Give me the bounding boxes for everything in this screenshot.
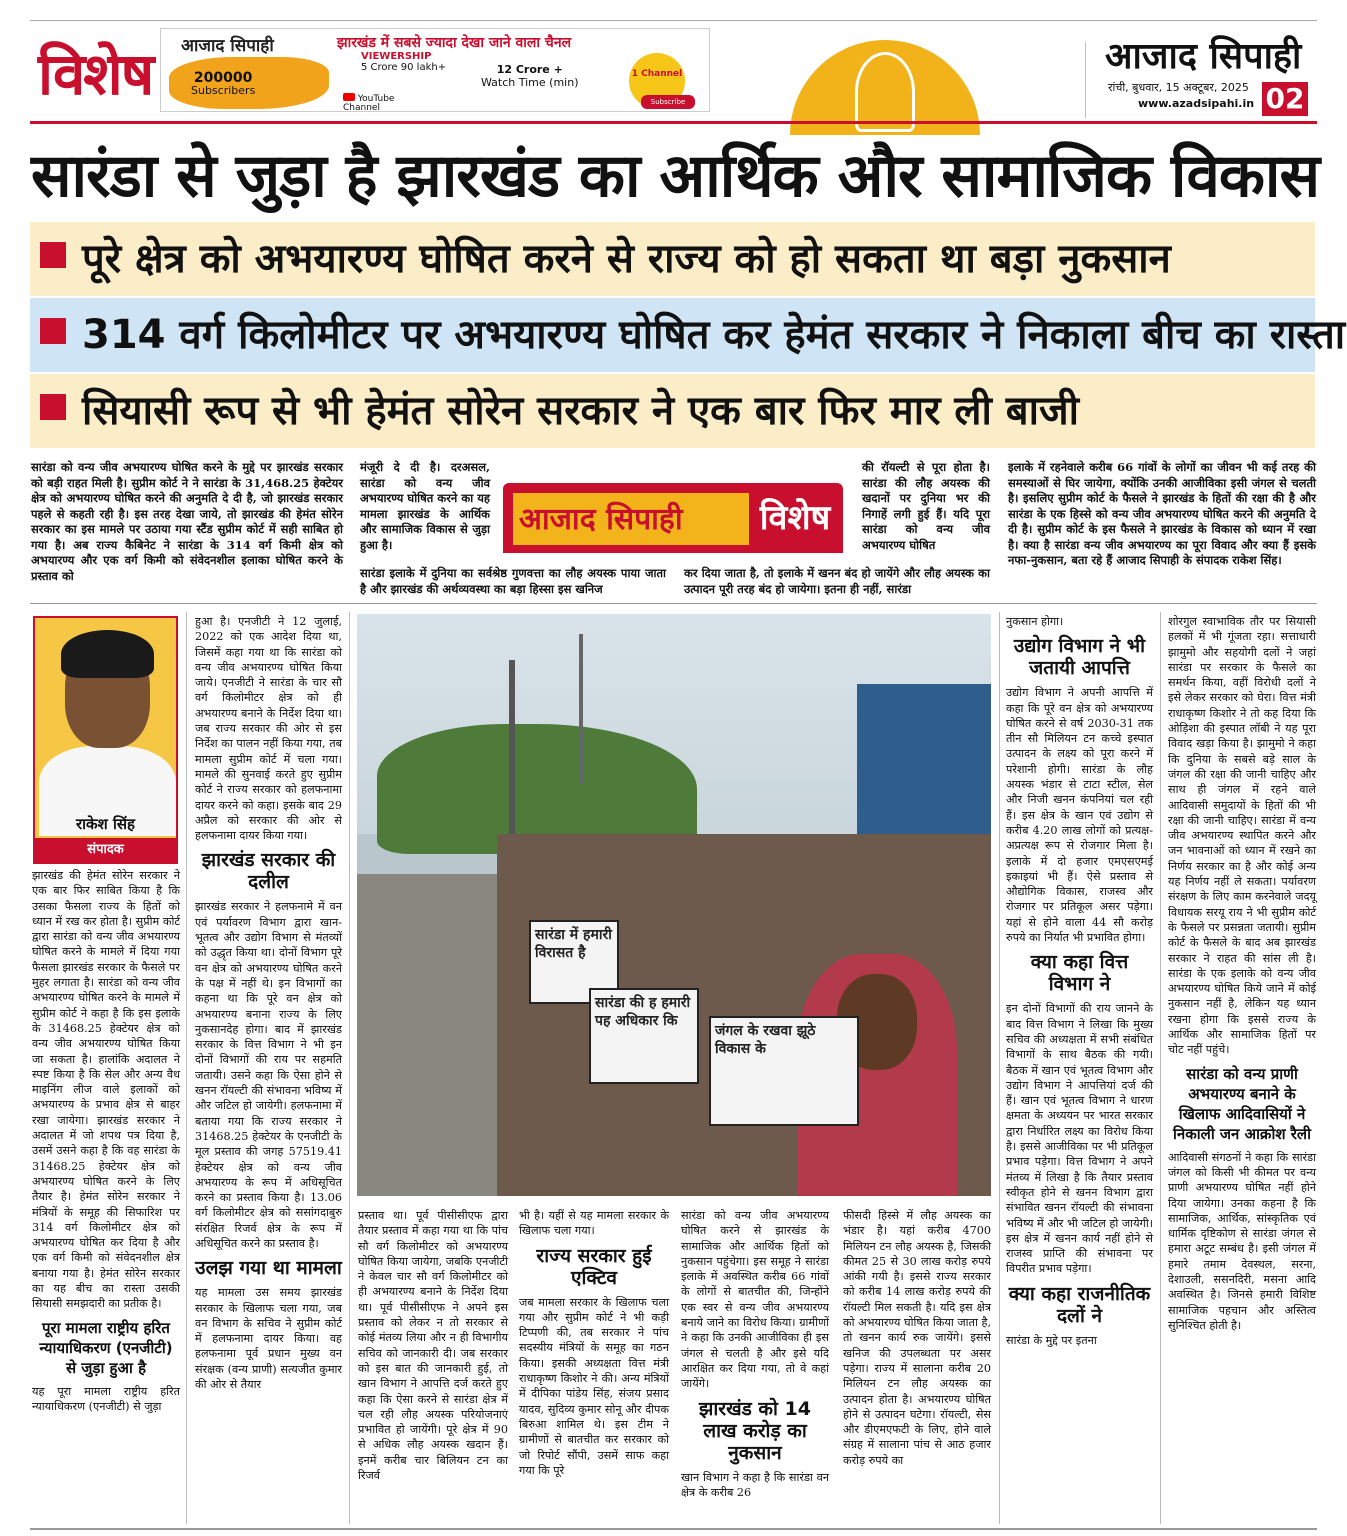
- deck-2: 314 वर्ग किलोमीटर पर अभयारण्य घोषित कर हेमंत सरकार ने निकाला बीच का रास्ता: [30, 298, 1315, 372]
- col7-body-4: सारंडा के मुद्दे पर इतना: [1006, 1333, 1097, 1347]
- col2-subhead-1: झारखंड सरकार की दलील: [201, 849, 336, 894]
- channel-badge-text: 1 Channel: [631, 69, 683, 79]
- col4-body-2: जब मामला सरकार के खिलाफ चला गया और सुप्रीम कोर्ट ने भी कड़ी टिप्पणी की, तब सरकार ने पांच सदस्यीय मंत्रियों के समूह का गठन किया। इसकी अध्यक्षता वित्त मंत्री राधाकृष्ण किशोर ने की। अन्य मंत्रियों में दीपिका पांडेय सिंह, संजय प्रसाद यादव, सुदिव्य कुमार सोनू और दीपक बिरुआ शामिल थे। इस टीम ने ग्रामीणों से बातचीत कर सरकार को जो रिपोर्ट सौंपी, उसमें साफ कहा गया कि पूरे: [519, 1295, 669, 1477]
- ad-subscribers: [191, 71, 255, 96]
- intro-col-1: सारंडा को वन्य जीव अभयारण्य घोषित करने के मुद्दे पर झारखंड सरकार को बड़ी राहत मिली है। सुप्रीम कोर्ट ने ने सारंडा के 31,468.25 हेक्टेयर क्षेत्र को अभयारण्य घोषित करने की अनुमति दे दी है, जो झारखंड सरकार पहले से कहती रही है। इस तरह देखा जाये, तो झारखंड की हेमंत सोरेन सरकार का इस मामले पर उठाया गया स्टैंड सुप्रीम कोर्ट में सही साबित हो गया है। अब राज्य कैबिनेट ने सारंडा के 314 वर्ग किमी क्षेत्र को अभयारण्य और एक वर्ग किमी को संवेदनशील इलाका घोषित करने के प्रस्ताव को: [31, 460, 343, 583]
- author-portrait: [33, 616, 178, 864]
- col2-body-3: यह मामला उस समय झारखंड सरकार के खिलाफ चला गया, जब वन विभाग के सचिव ने सुप्रीम कोर्ट में हलफनामा दायर किया। वह हलफनामा पूर्व प्रधान मुख्य वन संरक्षक (वन्य प्राणी) सत्यजीत कुमार की ओर से तैयार: [195, 1286, 342, 1392]
- youtube-text: YouTube: [357, 94, 395, 104]
- ad-brand: आजाद सिपाही: [181, 36, 274, 56]
- col7-subhead-3: क्या कहा राजनीतिक दलों ने: [1008, 1282, 1151, 1327]
- col7-subhead-2: क्या कहा वित्त विभाग ने: [1030, 951, 1129, 996]
- protest-sign-1: सारंडा में हमारी विरासत है: [529, 920, 619, 1004]
- deck-1: पूरे क्षेत्र को अभयारण्य घोषित करने से राज्य को हो सकता था बड़ा नुकसान: [30, 222, 1315, 296]
- col8-subhead: सारंडा को वन्य प्राणी अभयारण्य बनाने के खिलाफ आदिवासियों ने निकाली जन आक्रोश रैली: [1173, 1064, 1311, 1143]
- col2-body: हुआ है। एनजीटी ने 12 जुलाई, 2022 को एक आदेश दिया था, जिसमें कहा गया था कि सारंडा को वन्य जीव अभयारण्य घोषित किया जाये। एनजीटी ने सारंडा के चार सौ वर्ग किलोमीटर क्षेत्र को ही अभयारण्य बनाने के निर्देश दिया था। जब राज्य सरकार की ओर से इस निर्देश का पालन नहीं किया गया, तब मामला सुप्रीम कोर्ट में चला गया। मामले की सुनवाई करते हुए सुप्रीम कोर्ट ने राज्य सरकार को हलफनामा दायर करने को कहा। इसके बाद 29 अप्रैल को सरकार की ओर से हलफनामा दायर किया गया।: [195, 615, 342, 843]
- bottom-rule: [30, 1528, 1317, 1530]
- ad-viewership-label: VIEWERSHIP: [361, 51, 432, 62]
- subscribe-now-button[interactable]: Subscribe NOW: [641, 95, 695, 109]
- col-rule: [1160, 612, 1161, 1524]
- page-number: 02: [1262, 82, 1308, 116]
- col3-body: प्रस्ताव था। पूर्व पीसीसीएफ द्वारा तैयार प्रस्ताव में कहा गया था कि पांच सौ वर्ग किलोमीटर को अभयारण्य घोषित किया जायेगा, जबकि एनजीटी ने केवल चार सौ वर्ग किलोमीटर को ही अभयारण्य बनाने के निर्देश दिया था। पूर्व पीसीसीएफ ने अपने इस प्रस्ताव को लेकर न तो सरकार से कोई मंतव्य लिया और न ही विभागीय सचिव को जानकारी दी। जब सरकार को इस बात की जानकारी हुई, तो खान विभाग ने आपत्ति दर्ज करते हुए कहा कि ऐसा करने से सारंडा क्षेत्र में चल रही लौह अयस्क परियोजनाएं प्रभावित हो जायेंगी। पूरे क्षेत्र में 90 से अधिक लौह अयस्क खदान हैं। इनमें करीब चार बिलियन टन का रिजर्व: [358, 1209, 508, 1483]
- column-7: [1006, 614, 1153, 1348]
- dateline: रांची, बुधवार, 15 अक्टूबर, 2025: [1108, 81, 1249, 94]
- author-name: राकेश सिंह: [76, 815, 135, 833]
- col5-body: सारंडा को वन्य जीव अभयारण्य घोषित करने से झारखंड के सामाजिक और आर्थिक हितों को नुकसान पहुंचेगा। इस समूह ने सारंडा इलाके में अवस्थित करीब 66 गांवों के लोगों से बातचीत की, जिन्होंने एक स्वर से वन्य जीव अभयारण्य बनाये जाने का विरोध किया। ग्रामीणों ने कहा कि उनकी आजीविका ही इस जंगल से चलती है और इसे यदि आरक्षित कर दिया गया, तो वे कहां जायेंगे।: [681, 1209, 829, 1391]
- newspaper-name: आजाद सिपाही: [1105, 36, 1302, 77]
- deck-3: सियासी रूप से भी हेमंत सोरेन सरकार ने एक बार फिर मार ली बाजी: [30, 374, 1315, 448]
- top-rule: [30, 20, 1317, 21]
- col7-body-3: इन दोनों विभागों की राय जानने के बाद वित्त विभाग ने लिखा कि मुख्य सचिव की अध्यक्षता में सभी संबंधित विभागों के साथ बैठक की गयी। बैठक में खान एवं भूतत्व विभाग और उद्योग विभाग ने आपत्तियां दर्ज की हैं। खान एवं भूतत्व विभाग ने धारण क्षमता के अध्ययन पर भारत सरकार द्वारा निर्धारित लक्ष्य का विरोध किया है। इससे आजीविका पर भी प्रतिकूल प्रभाव पड़ेगा। वित्त विभाग ने अपने मंतव्य में लिखा है कि तैयार प्रस्ताव स्वीकृत होने से खनन विभाग द्वारा संभावित खनन रॉयल्टी की संभावना भविष्य में और भी जटिल हो जायेगी। इस क्षेत्र में खनन कार्य नहीं होने से राजस्व प्राप्ति की संभावना पर विपरीत प्रभाव पड़ेगा।: [1006, 1002, 1153, 1276]
- column-4: [519, 1208, 669, 1478]
- col1-subhead: पूरा मामला राष्ट्रीय हरित न्यायाधिकरण (एनजीटी) से जुड़ा हुआ है: [39, 1318, 173, 1377]
- azad-sipahi-vishesh-badge: [503, 483, 843, 553]
- headline: सारंडा से जुड़ा है झारखंड का आर्थिक और सामाजिक विकास: [30, 141, 1320, 211]
- youtube-label: [343, 93, 394, 113]
- intro-col-4-text: इलाके में रहनेवाले करीब 66 गांवों के लोगों का जीवन भी कई तरह की समस्याओं से घिर जायेगा, क्योंकि उनकी आजीविका इसी जंगल से चलती है। इसलिए सुप्रीम कोर्ट के फैसले ने झारखंड के हितों की रक्षा की है और सारंडा के एक हिस्से को वन्य जीव अभयारण्य घोषित करने की अनुमति दे दी है। सुप्रीम कोर्ट के इस फैसले ने झारखंड के विकास को ध्यान में रखा है। क्या है सारंडा वन्य जीव अभयारण्य का पूरा विवाद और क्या हैं इसके नफा-नुकसान, बता रहे हैं: [1008, 460, 1316, 567]
- col2-subhead-2: उलझ गया था मामला: [195, 1257, 342, 1280]
- intro-col-4-byline: आजाद सिपाही के संपादक राकेश सिंह।: [1116, 553, 1282, 567]
- badge-right-text: विशेष: [749, 491, 841, 545]
- intro-rule: [30, 603, 1317, 604]
- intro-col-3b: कर दिया जाता है, तो इलाके में खनन बंद हो जायेंगे और लौह अयस्क का उत्पादन पूरी तरह बंद हो जायेगा। इतना ही नहीं, सारंडा: [684, 566, 990, 596]
- col8-body: शोरगुल स्वाभाविक तौर पर सियासी हलकों में भी गूंजता रहा। सत्ताधारी झामुमो और सहयोगी दलों ने जहां सारंडा पर सरकार के फैसले का समर्थन किया, वहीं विरोधी दलों ने इसे लेकर सरकार को घेरा। वित्त मंत्री राधाकृष्ण किशोर ने तो कह दिया कि ओड़िशा की इस्पात लॉबी ने यह पूरा विवाद खड़ा किया है। झामुमो ने कहा कि दुनिया के सबसे बड़े साल के जंगल की रक्षा की जानी चाहिए और साथ ही जंगल में रहने वाले आदिवासी समुदायों के हितों की भी रक्षा की जानी चाहिए। सारंडा में वन्य जीव अभयारण्य स्थापित करने और जन भावनाओं को ध्यान में रखने का निर्णय सरकार का है और कोई अन्य यह निर्णय नहीं ले सकता। पर्यावरण संरक्षण के लिए काम करनेवाले जदयू विधायक सरयू राय ने भी सुप्रीम कोर्ट के फैसले पर प्रसन्नता जतायी। सुप्रीम कोर्ट के फैसले के बाद अब झारखंड सरकार ने राहत की सांस ली है। सारंडा के एक इलाके को वन्य जीव अभयारण्य घोषित किये जाने में कोई नुकसान नहीं है, लेकिन यह ध्यान रखना होगा कि इससे राज्य के आर्थिक और सामाजिक हितों पर चोट नहीं पहुंचे।: [1168, 615, 1316, 1057]
- col1-body: झारखंड की हेमंत सोरेन सरकार ने एक बार फिर साबित किया है कि उसका फैसला राज्य के हितों को ध्यान में रख कर होता है। सुप्रीम कोर्ट द्वारा सारंडा को वन्य जीव अभयारण्य घोषित करने के मामले में दिया गया फैसला झारखंड सरकार के फैसले पर मुहर लगाता है। सारंडा को वन्य जीव अभयारण्य घोषित करने के मामले में सुप्रीम कोर्ट ने कहा है कि इस इलाके के 31468.25 हेक्टेयर क्षेत्र को वन्य जीव अभयारण्य घोषित किया जा सकता है। हालांकि अदालत ने स्पष्ट किया है कि सेल और अन्य वैध माइनिंग लीज वाले इलाकों को अभयारण्य के प्रभाव क्षेत्र से बाहर रखा जायेगा। झारखंड सरकार ने अदालत में जो शपथ पत्र दिया है, उसमें उसने कहा है कि वह सारंडा के 31468.25 हेक्टेयर क्षेत्र को अभयारण्य घोषित करने के लिए तैयार है। हेमंत सोरेन सरकार ने मंत्रियों के समूह की सिफारिश पर 314 वर्ग किलोमीटर क्षेत्र को अभयारण्य घोषित कर दिया है और एक वर्ग किमी को संवेदनशील क्षेत्र बनाया गया है। हेमंत सोरेन सरकार का यह बीच का रास्ता उसकी सियासी समझदारी का प्रतीक है।: [32, 869, 180, 1311]
- protest-sign-2: सारंडा की ह हमारी पह अधिकार कि: [589, 988, 699, 1084]
- intro-col-3a: की रॉयल्टी से पूरा होता है। सारंडा की लौह अयस्क की खदानों पर दुनिया भर की निगाहें लगी हुई हैं। यदि पूरा सारंडा को वन्य जीव अभयारण्य घोषित: [862, 460, 990, 552]
- col7-body-2: उद्योग विभाग ने अपनी आपत्ति में कहा कि पूरे वन क्षेत्र को अभयारण्य घोषित करने से वर्ष 2030-31 तक तीन सौ मिलियन टन कच्चे इस्पात उत्पादन के लक्ष्य को पूरा करने में परेशानी होगी। सारंडा के लौह अयस्क भंडार से टाटा स्टील, सेल और निजी खनन कंपनियां चल रही हैं। इस क्षेत्र के खान एवं उद्योग से करीब 4.20 लाख लोगों को प्रत्यक्ष-अप्रत्यक्ष रूप से रोजगार मिला है। इलाके में दो हजार एमएसएमई इकाइयां भी हैं। ऐसे प्रस्ताव से औद्योगिक विकास, राजस्व और रोजगार पर प्रतिकूल असर पड़ेगा। यहां से होने वाला 44 सौ करोड़ रुपये का निर्यात भी प्रभावित होगा।: [1006, 686, 1153, 945]
- col-rule: [186, 612, 187, 1524]
- badge-left-text: आजाद सिपाही: [519, 502, 683, 537]
- intro-col-2a: मंजूरी दे दी है। दरअसल, सारंडा को वन्य जीव अभयारण्य घोषित करने का यह मामला झारखंड के आर्थिक और सामाजिक विकास से जुड़ा हुआ है।: [360, 460, 490, 552]
- ad-subscribers-label: Subscribers: [191, 84, 256, 97]
- col4-subhead: राज्य सरकार हुई एक्टिव: [536, 1244, 652, 1289]
- rally-photo: [357, 614, 991, 1196]
- column-6: [843, 1208, 991, 1468]
- intro-col-2b: सारंडा इलाके में दुनिया का सर्वश्रेष्ठ गुणवत्ता का लौह अयस्क पाया जाता है और झारखंड की अर्थव्यवस्था का बड़ा हिस्सा इस खनिज: [360, 566, 666, 596]
- masthead-divider: [1085, 42, 1086, 118]
- col5-body-2: खान विभाग ने कहा है कि सारंडा वन क्षेत्र के करीब 26: [681, 1470, 829, 1499]
- column-1: [32, 868, 180, 1414]
- column-8: [1168, 614, 1316, 1333]
- ad-viewership-value: 5 Crore 90 lakh+: [361, 62, 447, 73]
- channel-text: Channel: [343, 103, 380, 113]
- col8-body-2: आदिवासी संगठनों ने कहा कि सारंडा जंगल को किसी भी कीमत पर वन्य प्राणी अभयारण्य घोषित नहीं होने दिया जायेगा। उनका कहना है कि सामाजिक, आर्थिक, सांस्कृतिक एवं धार्मिक दृष्टिकोण से सारंडा जंगल से हमारा अटूट सम्बंध है। इसी जंगल में हमारे तमाम देवस्थल, सरना, देशाउली, ससनदिरी, मसना आदि अवस्थित है। जिनसे हमारी विशिष्ट सामाजिक पहचान और अस्तित्व सुनिश्चित होती है।: [1168, 1150, 1316, 1332]
- ad-viewership: [361, 51, 446, 73]
- col5-subhead: झारखंड को 14 लाख करोड़ का नुकसान: [699, 1397, 811, 1464]
- column-5: [681, 1208, 829, 1500]
- intro-col-4: [1008, 460, 1316, 569]
- column-3: [358, 1208, 508, 1483]
- col4-body: भी है। यहीं से यह मामला सरकार के खिलाफ चला गया।: [519, 1209, 669, 1238]
- section-logo: विशेष: [38, 40, 153, 108]
- col7-body: नुकसान होगा।: [1006, 615, 1064, 628]
- ad-watch-time-value: 12 Crore +: [496, 63, 563, 76]
- protest-sign-3: जंगल के रखवा झूठे विकास के: [709, 1016, 859, 1126]
- column-2: [195, 614, 342, 1392]
- author-role: संपादक: [35, 838, 176, 862]
- ad-subscribers-count: 200000: [193, 70, 253, 86]
- ad-tagline: झारखंड में सबसे ज्यादा देखा जाने वाला चैनल: [337, 35, 572, 51]
- col1-tail: यह पूरा मामला राष्ट्रीय हरित न्यायाधिकरण (एनजीटी) से जुड़ा: [32, 1384, 180, 1413]
- col6-body: फीसदी हिस्से में लौह अयस्क का भंडार है। यहां करीब 4700 मिलियन टन लौह अयस्क है, जिसकी कीमत 25 से 30 लाख करोड़ रुपये आंकी गयी है। इससे राज्य सरकार को करीब 14 लाख करोड़ रुपये की रॉयल्टी मिल सकती है। यदि इस क्षेत्र को अभयारण्य घोषित किया जाता है, तो खनन कार्य रुक जायेंगे। इससे खनिज की उपलब्धता पर असर पड़ेगा। राज्य में सालाना करीब 20 मिलियन टन लौह अयस्क का उत्पादन होता है। अभयारण्य घोषित होने से उत्पादन घटेगा। रॉयल्टी, सेस और डीएमएफटी के लिए, होने वाले संग्रह में सालाना पांच से आठ हजार करोड़ रुपये का: [843, 1209, 991, 1467]
- website[interactable]: www.azadsipahi.in: [1138, 97, 1255, 110]
- masthead-rule: [30, 121, 1317, 124]
- ad-watch-time: [481, 63, 579, 89]
- col-rule: [999, 612, 1000, 1524]
- channel-advertisement[interactable]: [160, 28, 710, 120]
- youtube-icon: [343, 93, 355, 101]
- col-rule: [349, 612, 350, 1524]
- col2-body-2: झारखंड सरकार ने हलफनामे में वन एवं पर्यावरण विभाग द्वारा खान-भूतत्व और उद्योग विभाग से मंतव्यों को उद्धृत किया था। दोनों विभाग पूरे वन क्षेत्र को अभयारण्य घोषित करने के पक्ष में नहीं थे। इन विभागों का कहना था कि पूरे वन क्षेत्र को अभयारण्य बनाना राज्य के लिए नुकसानदेह होगा। बाद में झारखंड सरकार के वित्त विभाग ने भी इन दोनों विभागों की राय पर सहमति जतायी। उसने कहा कि ऐसा होने से खनन रॉयल्टी की संभावना भविष्य में और जटिल हो जायेगी। हलफनामा में बताया गया कि राज्य सरकार ने 31468.25 हेक्टेयर के एनजीटी के मूल प्रस्ताव की जगह 57519.41 हेक्टेयर क्षेत्र को वन्य जीव अभयारण्य के रूप में अधिसूचित करने का प्रस्ताव किया है। 13.06 वर्ग किलोमीटर क्षेत्र को ससांगदाबुरु संरक्षित रिजर्व क्षेत्र के रूप में अधिसूचित करने का प्रस्ताव है।: [195, 900, 342, 1250]
- ad-watch-time-label: Watch Time (min): [481, 76, 579, 90]
- col7-subhead-1: उद्योग विभाग ने भी जतायी आपत्ति: [1013, 635, 1146, 680]
